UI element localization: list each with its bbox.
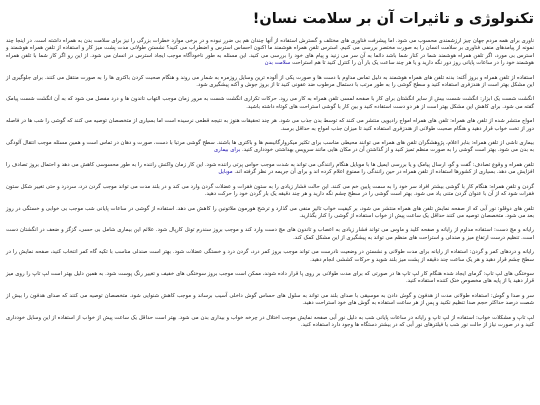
article-paragraph	[6, 162, 534, 177]
article-paragraph	[6, 293, 534, 308]
article-paragraph	[6, 184, 534, 199]
paragraph-text: سوختگی های لپ تاپ: گرمای ایجاد شده هنگام کار لپ تاپ ها در صورتی که برای مدت طولانی بر روی پا قرار داده شوند، ممکن است موجب بروز سوختگی های خفیف و تغییر رنگ پوست شود. به همین دلیل بهتر است لپ تاپ را روی میز قرار دهید یا از پایه های مخصوص خنک کننده استفاده کنید.	[6, 270, 534, 285]
paragraph-text: بیماری ناشی از تلفن همراه: بنابر اعلام، پژوهشگران تلفن های همراه می توانند محیطی مناسب برای تکثیر میکروارگانیسم ها و باکتری ها باشند. سطح گوشی مرتبا با دست، صورت و دهان در تماس است و همین مسئله موجب انتقال آلودگی به بدن می شود. بهتر است گوشی را به صورت منظم تمیز کنید و از گذاشتن آن در مکان هایی مانند سرویس بهداشتی خودداری کنید.	[6, 140, 534, 154]
article-paragraph	[6, 96, 534, 111]
paragraph-text: ناوری برای همه مردم جهان چیز ارزشمندی محسوب می شود. اما پیشرفت فناوری های مختلف و گسترش استفاده از آنها چندان هم بی ضرر نبوده و در برخی موارد خطرات بزرگی را نیز برای سلامت بدن به همراه داشته است. در اینجا چند نمونه از پیامدهای منفی فناوری بر سلامت انسان را به صورت مختصر بررسی می کنیم. استرس تلفن همراه هوشمند ما اکنون احساس استرس و اضطراب می کنید؟ نشستن طولانی مدت پشت میز کار و استفاده از تلفن همراه هوشمند و استرس بی مورد، اگر تلفن همراه هوشمند شما در کنار شما باشد دائما به آن سر می زنید و پیام های خود را بررسی می کنید. این مسئله به طور ناخودآگاه موجب ایجاد استرس در انسان می شود. از این رو اگر کار شما با تلفن همراه هوشمند خود را در ساعات پایانی روز دور نگه دارید و یا هر چند ساعت یک بار آن را کنترل کنید تا هم استراحت	[6, 38, 534, 67]
inline-link[interactable]: برای بیماری	[213, 147, 241, 154]
article-paragraph	[6, 271, 534, 286]
paragraph-text: تلفن همراه و وقوع تصادف: گفت و گو، ارسال پیامک و یا بررسی ایمیل ها با موبایل هنگام رانندگی می تواند به شدت موجب حواس پرتی راننده شود. این کار زمان واکنش راننده را به طور محسوسی کاهش می دهد و احتمال بروز تصادف را افزایش می دهد. بسیاری از کشورها استفاده از تلفن همراه در حین رانندگی را ممنوع اعلام کرده اند و برای آن جریمه در نظر گرفته اند.	[6, 161, 534, 176]
article-paragraph	[6, 227, 534, 242]
article-paragraph	[6, 249, 534, 264]
paragraph-text: امواج منتشر شده از تلفن های همراه: تلفن های همراه امواج رادیویی منتشر می کنند که توسط بدن جذب می شود. هر چند تحقیقات هنوز به نتیجه قطعی نرسیده است اما بسیاری از متخصصان توصیه می کنند که گوشی را شب ها در فاصله دور از تخت خواب قرار دهید و هنگام صحبت طولانی از هندزفری استفاده کنید تا میزان جذب امواج به حداقل برسد.	[6, 118, 534, 132]
paragraph-text: انگشت شست یک ابزار: انگشت شست بیش از سایر انگشتان برای کار با صفحه لمسی تلفن همراه به کار می رود. حرکات تکراری انگشت شست به مرور زمان موجب التهاب تاندون ها و درد مفصل می شود که به آن انگشت شست پیامک گفته می شود. برای کاهش این مشکل بهتر است از هر دو دست استفاده کنید و بین کار با گوشی استراحت های کوتاه داشته باشید.	[6, 96, 534, 110]
paragraph-text: تلفن های دوقلو: نور آبی که از صفحه نمایش تلفن های همراه منتشر می شود، بر کیفیت خواب تاثیر منفی می گذارد و ترشح هورمون ملاتونین را کاهش می دهد. استفاده از گوشی در ساعات پایانی شب موجب بی خوابی و خستگی در روز بعد می شود. متخصصان توصیه می کنند حداقل یک ساعت پیش از خواب استفاده از گوشی را کنار بگذارید.	[6, 205, 534, 219]
paragraph-text: لپ تاپ و مشکلات خواب: استفاده از لپ تاپ و رایانه در ساعات پایانی شب به دلیل نور آبی صفحه نمایش موجب اختلال در چرخه خواب و بیداری بدن می شود. بهتر است حداقل یک ساعت پیش از خواب از استفاده از این وسایل خودداری کنید و در صورت نیاز از حالت نور شب یا فیلترهای نور آبی که در بیشتر دستگاه ها وجود دارد استفاده کنید.	[6, 314, 534, 328]
paragraph-text: گردن و تلفن همراه: هنگام کار با گوشی بیشتر افراد سر خود را به سمت پایین خم می کنند. این حالت فشار زیادی را به ستون فقرات و عضلات گردن وارد می کند و در بلند مدت می تواند موجب گردن درد، سردرد و حتی تغییر شکل ستون فقرات شود که از آن با عنوان گردن متنی یاد می شود. بهتر است گوشی را در سطح چشم نگه دارید و هر چند دقیقه یک بار گردن خود را حرکت دهید.	[6, 183, 534, 198]
article-paragraph	[6, 38, 534, 68]
paragraph-text: سر و صدا و گوش: استفاده طولانی مدت از هدفون و گوش دادن به موسیقی با صدای بلند می تواند به سلول های حساس گوش داخلی آسیب برساند و موجب کاهش شنوایی شود. متخصصان توصیه می کنند که صدای هدفون را بیش از شصت درصد حداکثر حجم صدا تنظیم نکنید و پس از هر ساعت استفاده به گوش های خود استراحت دهید.	[6, 292, 534, 307]
article-title: تکنولوژی و تاثیرات آن بر سلامت نسان!	[252, 11, 534, 27]
article-body	[6, 38, 534, 329]
paragraph-text: رایانه و دردهای کمر و گردن: استفاده از رایانه برای مدت طولانی و نشستن در وضعیت نادرست می تواند موجب بروز کمر درد، گردن درد و خستگی عضلات شود. بهتر است صندلی مناسب با تکیه گاه کمر انتخاب کنید، صفحه نمایش را در سطح چشم قرار دهید و هر یک ساعت چند دقیقه از پشت میز بلند شوید و حرکات کششی انجام دهید.	[6, 249, 534, 263]
article-paragraph	[6, 140, 534, 155]
article-paragraph	[6, 118, 534, 133]
article-paragraph	[6, 75, 534, 90]
paragraph-text: استفاده از تلفن همراه و بروز آکنه: بدنه تلفن های همراه هوشمند به دلیل تماس مداوم با دست ها و صورت یکی از آلوده ترین وسایل روزمره به شمار می روند و هنگام صحبت کردن باکتری ها را به صورت منتقل می کنند. برای جلوگیری از این مشکل بهتر است از هندزفری استفاده کنید و سطح گوشی را به طور مرتب با دستمال مرطوب ضد عفونی کنید تا از بروز جوش و آکنه پیشگیری شود.	[6, 74, 534, 89]
article-paragraph	[6, 206, 534, 221]
article-paragraph	[6, 315, 534, 330]
paragraph-text: رایانه و مچ دست: استفاده مداوم از رایانه و صفحه کلید و ماوس می تواند فشار زیادی به اعصاب و تاندون های مچ دست وارد کند و موجب بروز سندرم تونل کارپال شود. علائم این بیماری شامل بی حسی، گزگز و ضعف در انگشتان دست است. تنظیم درست ارتفاع میز و صندلی و استراحت های منظم می تواند به پیشگیری از این مشکل کمک کند.	[6, 227, 534, 241]
inline-link[interactable]: موبایل	[218, 169, 233, 176]
inline-link[interactable]: سلامت بدن	[264, 60, 291, 67]
